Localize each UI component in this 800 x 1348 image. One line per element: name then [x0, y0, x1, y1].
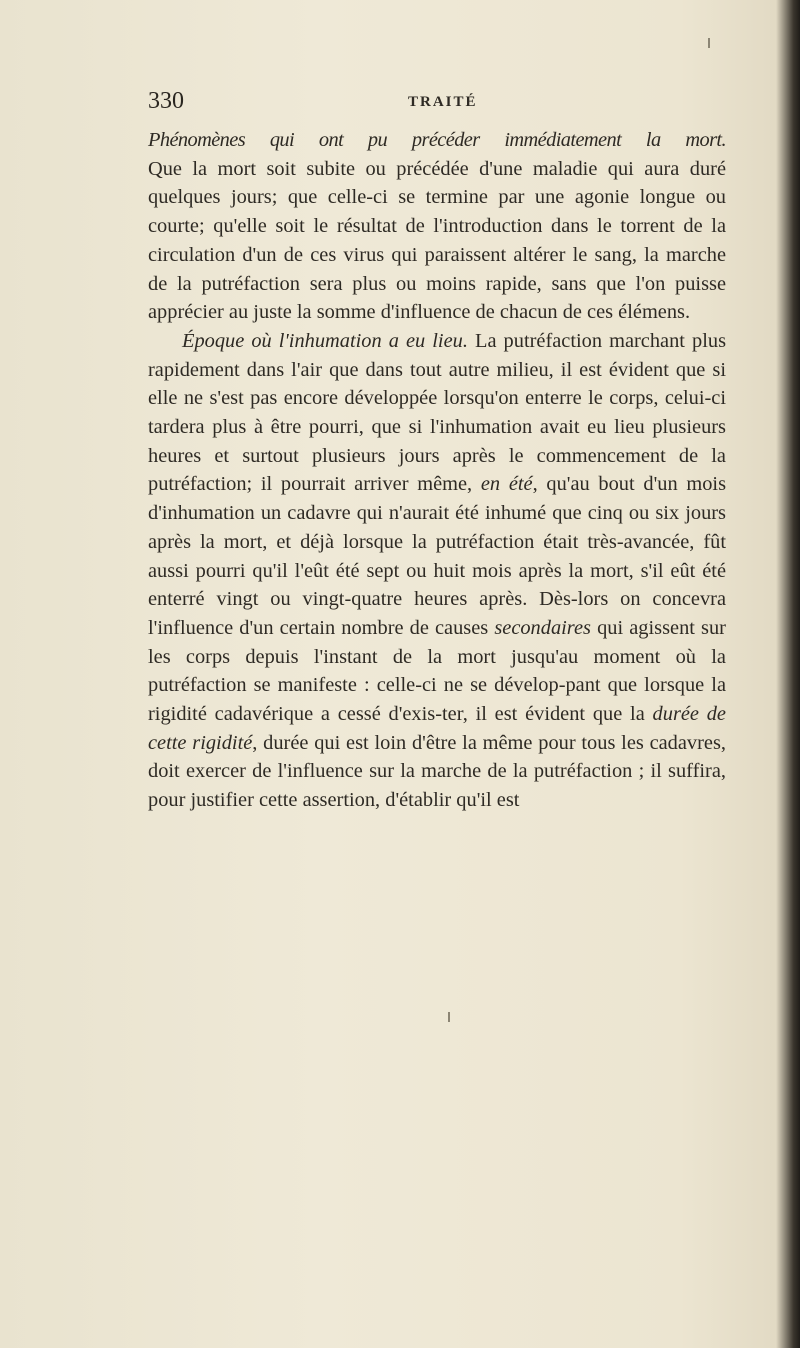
paragraph-inhumation-text-b: , qu'au bout d'un mois d'inhumation un cadavre qui n'aurait été inhumé que cinq ou six jours après la mort, et déjà lorsque la putréfaction était très-avancée, fût aussi pourri qu'il l'eût été sept ou huit mois après la mort, s'il eût été enterré vingt ou vingt-quatre heures après. Dès-lors on concevra l'influence d'un certain nombre de causes: [148, 473, 727, 639]
running-title: TRAITÉ: [408, 94, 478, 110]
paragraph-inhumation-text-a: La putréfaction marchant plus rapidement dans l'air que dans tout autre milieu, il est évident que si elle ne s'est pas encore développée lorsqu'on enterre le corps, celui-ci tardera plus à être pourri, que si l'inhumation avait eu lieu plusieurs heures et surtout plusieurs jours après le commencement de la putréfaction; il pourrait arriver même,: [148, 329, 726, 496]
emphasis-secondaires: secondaires: [494, 616, 591, 639]
section-heading-epoque: Époque où l'inhumation a eu lieu.: [182, 329, 468, 352]
print-mark-bottom: [448, 1012, 450, 1022]
emphasis-en-ete: en été: [480, 473, 533, 496]
paragraph-inhumation-text-d: , durée qui est loin d'être la même pour tous les cadavres, doit exercer de l'influence sur la marche de la putréfaction ; il suffira, pour justifier cette assertion, d'établir qu'il est: [148, 731, 726, 812]
section-heading-phenomenes: Phénomènes qui ont pu précéder immédiatement la mort.: [148, 129, 726, 151]
emphasis-duree-rigidite: durée de cette rigidité: [148, 703, 726, 754]
paragraph-inhumation-text-c: qui agissent sur les corps depuis l'instant de la mort jusqu'au moment où la putréfaction se manifeste : celle-ci ne se dévelop-pant que lorsque la rigidité cadavérique a cessé d'exis-ter, il est évident que la: [148, 616, 726, 726]
running-head: [148, 88, 708, 118]
page-number: 330: [148, 88, 184, 114]
paragraph-mort: [148, 126, 726, 327]
body-text: [148, 126, 726, 815]
paragraph-mort-text: Que la mort soit subite ou précédée d'une maladie qui aura duré quelques jours; que celle-ci se termine par une agonie longue ou courte; qu'elle soit le résultat de l'introduction dans le torrent de la circulation d'un de ces virus qui paraissent altérer le sang, la marche de la putréfaction sera plus ou moins rapide, sans que l'on puisse apprécier au juste la somme d'influence de chacun de ces élémens.: [148, 157, 726, 324]
paragraph-inhumation: [148, 327, 726, 815]
print-mark-top: [708, 38, 710, 48]
